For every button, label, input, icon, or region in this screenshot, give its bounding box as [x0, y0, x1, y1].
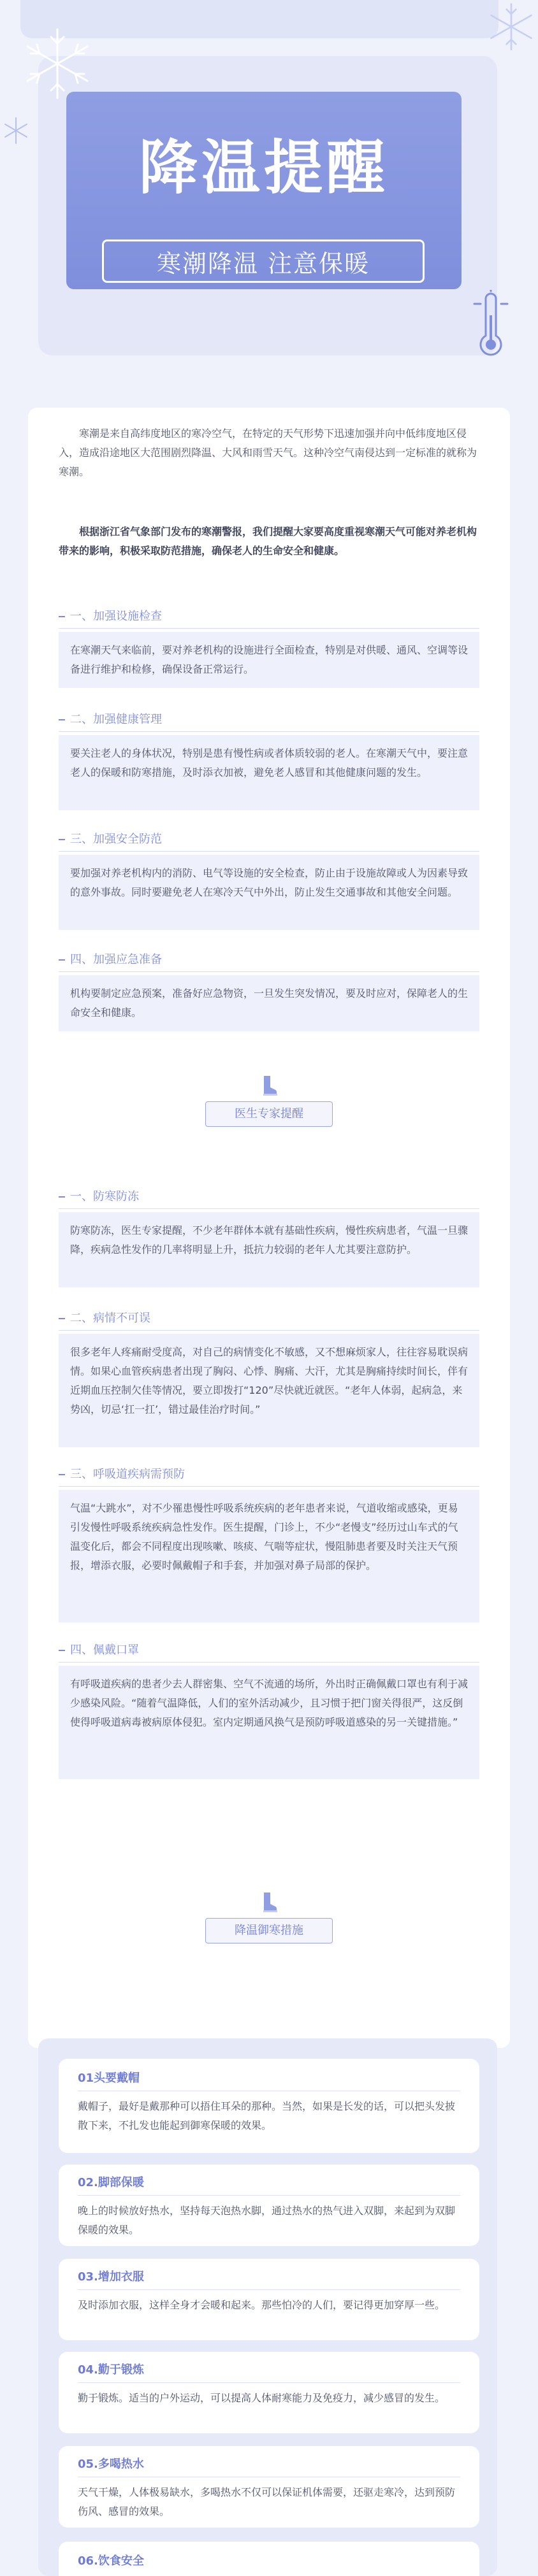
measure-text: 晚上的时候放好热水，坚持每天泡热水脚，通过热水的热气进入双脚，来起到为双脚保暖的效果。	[78, 2205, 456, 2236]
measure-heading: 01头要戴帽	[78, 2072, 140, 2085]
section-heading: 三、呼吸道疾病需预防	[59, 1466, 185, 1483]
section-heading: 一、防寒防冻	[59, 1189, 139, 1205]
divider	[59, 731, 479, 732]
measures-label: 降温御寒措施	[205, 1918, 333, 1943]
intro-paragraph: 寒潮是来自高纬度地区的寒冷空气，在特定的天气形势下迅速加强并向中低纬度地区侵入，造成沿途地区大范围剧烈降温、大风和雨雪天气。这种冷空气南侵达到一定标准的就称为寒潮。	[59, 427, 477, 478]
section-text: 防寒防冻，医生专家提醒，不少老年群体本就有基础性疾病，慢性疾病患者，气温一旦骤降，疾病急性发作的几率将明显上升，抵抗力较弱的老年人尤其要注意防护。	[59, 1212, 479, 1287]
section-heading: 二、加强健康管理	[59, 712, 162, 728]
section-text: 机构要制定应急预案，准备好应急物资，一旦发生突发情况，要及时应对，保障老人的生命安全和健康。	[59, 975, 479, 1031]
measure-heading: 06.饮食安全	[78, 2554, 144, 2568]
section-text: 在寒潮天气来临前，要对养老机构的设施进行全面检查，特别是对供暖、通风、空调等设备进行维护和检修，确保设备正常运行。	[59, 632, 479, 688]
measure-heading: 02.脚部保暖	[78, 2176, 144, 2189]
hero	[0, 0, 538, 382]
divider	[78, 2382, 460, 2383]
divider	[78, 2195, 460, 2196]
divider	[59, 1330, 479, 1331]
section-text: 要关注老人的身体状况，特别是患有慢性病或者体质较弱的老人。在寒潮天气中，要注意老人的保暖和防寒措施，及时添衣加被，避免老人感冒和其他健康问题的发生。	[59, 735, 479, 810]
section-heading: 三、加强安全防范	[59, 831, 162, 848]
thermometer-icon	[465, 290, 516, 366]
divider	[59, 971, 479, 972]
hero-subtitle: 寒潮降温 注意保暖	[102, 240, 425, 283]
section-text: 很多老年人疼痛耐受度高，对自己的病情变化不敏感，又不想麻烦家人，往往容易耽误病情。如果心血管疾病患者出现了胸闷、心悸、胸痛、大汗，尤其是胸痛持续时间长，伴有近期血压控制欠佳等情况，要立即拨打“120”尽快就近就医。“老年人体弱，起病急，来势凶，切忌‘扛一扛’，错过最佳治疗时间。”	[59, 1334, 479, 1447]
measure-text: 勤于锻炼。适当的户外运动，可以提高人体耐寒能力及免疫力，减少感冒的发生。	[78, 2392, 446, 2404]
divider	[59, 1662, 479, 1663]
section-text: 有呼吸道疾病的患者少去人群密集、空气不流通的场所，外出时正确佩戴口罩也有利于减少感染风险。“随着气温降低，人们的室外活动减少，且习惯于把门窗关得很严，这反倒使得呼吸道病毒被病原体侵犯。室内定期通风换气是预防呼吸道感染的另一关键措施。”	[59, 1666, 479, 1779]
section-heading: 二、病情不可误	[59, 1310, 150, 1327]
snowflake-icon	[484, 0, 538, 54]
doctor-label-block	[0, 1072, 538, 1136]
boot-icon	[256, 1889, 282, 1914]
section-heading: 四、加强应急准备	[59, 952, 162, 968]
section-text: 气温“大跳水”，对不少罹患慢性呼吸系统疾病的老年患者来说，气道收缩或感染，更易引发慢性呼吸系统疾病急性发作。医生提醒，门诊上，不少“老慢支”经历过山车式的气温变化后，都会不同程度出现咳嗽、咳痰、气喘等症状，慢阻肺患者要及时关注天气预报，增添衣服，必要时佩戴帽子和手套，并加强对鼻子局部的保护。	[59, 1490, 479, 1622]
measure-heading: 04.勤于锻炼	[78, 2363, 144, 2377]
divider	[59, 628, 479, 629]
section-text: 要加强对养老机构内的消防、电气等设施的安全检查，防止由于设施故障或人为因素导致的意外事故。同时要避免老人在寒冷天气中外出，防止发生交通事故和其他安全问题。	[59, 855, 479, 930]
divider	[59, 1486, 479, 1487]
intro-highlight: 根据浙江省气象部门发布的寒潮警报，我们提醒大家要高度重视寒潮天气可能对养老机构带来的影响，积极采取防范措施，确保老人的生命安全和健康。	[59, 526, 477, 557]
divider	[59, 851, 479, 852]
measure-text: 戴帽子，最好是戴那种可以捂住耳朵的那种。当然，如果是长发的话，可以把头发披散下来，不扎发也能起到御寒保暖的效果。	[78, 2100, 456, 2131]
measure-heading: 05.多喝热水	[78, 2458, 144, 2471]
page-title: 降温提醒	[138, 134, 389, 202]
measures-label-block	[0, 1889, 538, 1952]
boot-icon	[256, 1072, 282, 1098]
snowflake-icon	[19, 25, 96, 102]
section-heading: 一、加强设施检查	[59, 608, 162, 625]
measure-text: 及时添加衣服，这样全身才会暖和起来。那些怕冷的人们，要记得更加穿厚一些。	[78, 2299, 446, 2311]
snowflake-icon	[0, 115, 32, 147]
section-heading: 四、佩戴口罩	[59, 1642, 139, 1659]
measure-text: 天气干燥，人体极易缺水，多喝热水不仅可以保证机体需要，还驱走寒冷，达到预防伤风、感冒的效果。	[78, 2486, 456, 2517]
measure-heading: 03.增加衣服	[78, 2270, 144, 2284]
divider	[78, 2289, 460, 2290]
divider	[59, 1208, 479, 1209]
doctor-label: 医生专家提醒	[205, 1101, 333, 1127]
